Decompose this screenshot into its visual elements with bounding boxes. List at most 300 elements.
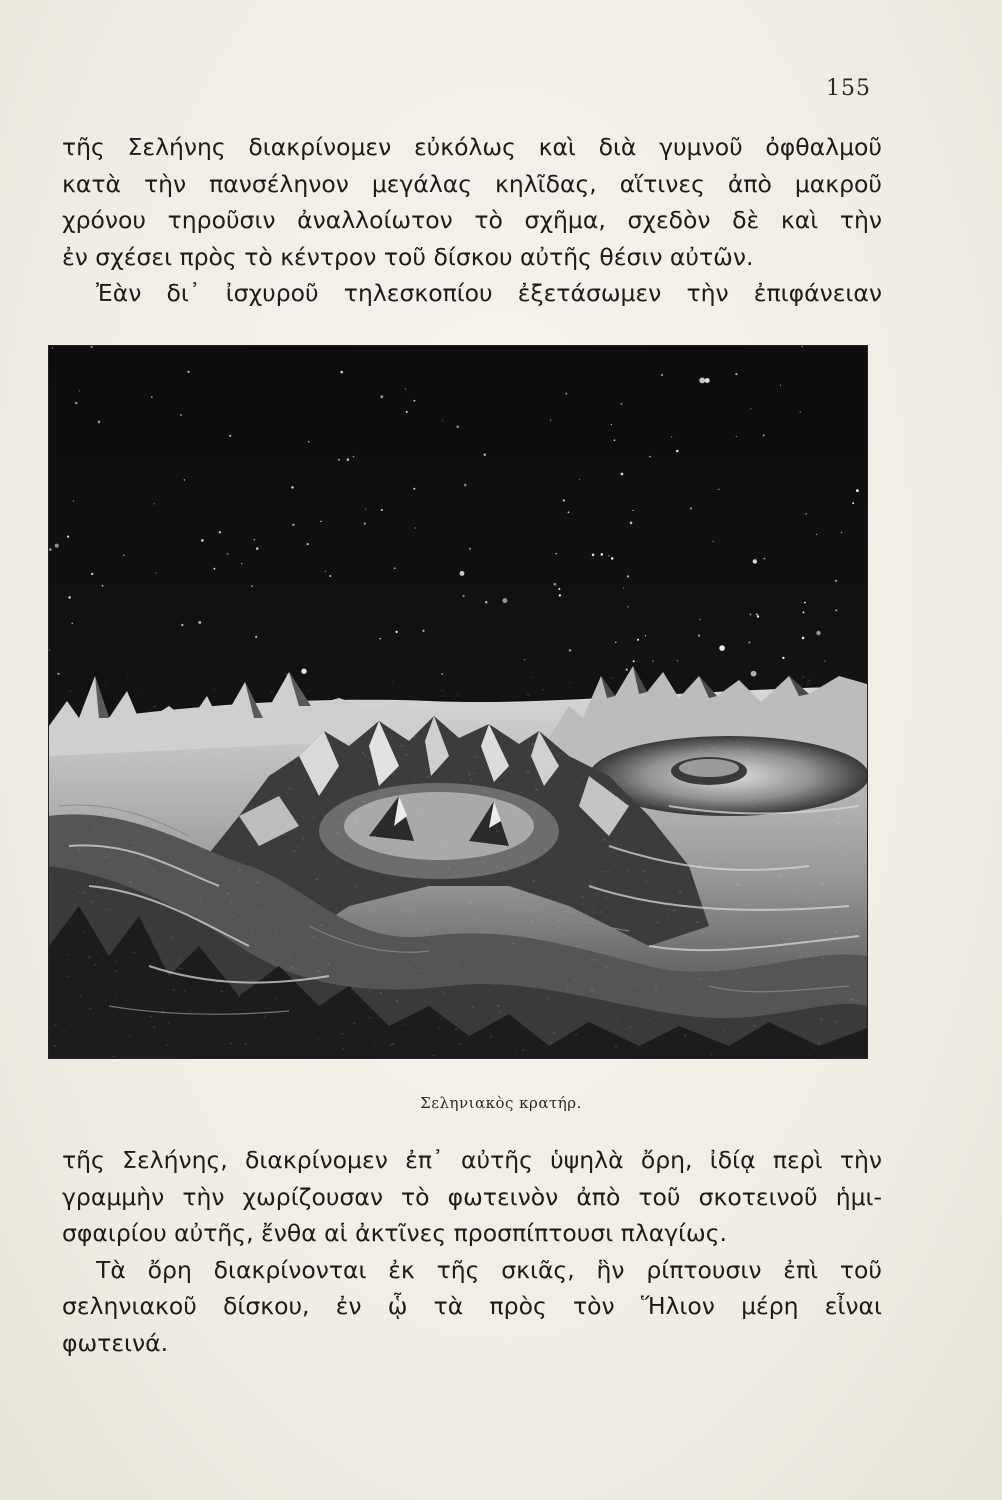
star-dot	[563, 499, 565, 501]
star-dot	[286, 674, 287, 675]
grain-speck	[693, 811, 695, 812]
grain-speck	[521, 791, 523, 792]
star-dot	[627, 606, 628, 607]
grain-speck	[700, 979, 702, 980]
grain-speck	[220, 991, 223, 993]
star-dot	[623, 588, 624, 589]
grain-speck	[462, 798, 463, 799]
grain-speck	[856, 930, 858, 932]
star-dot	[255, 636, 257, 638]
grain-speck	[482, 750, 485, 752]
grain-speck	[96, 952, 98, 953]
grain-speck	[797, 714, 800, 715]
grain-speck	[113, 1056, 115, 1057]
grain-speck	[744, 1033, 746, 1034]
grain-speck	[458, 946, 459, 947]
grain-speck	[517, 810, 520, 811]
grain-speck	[629, 1026, 631, 1027]
grain-speck	[611, 678, 614, 679]
text-line: Τὰ ὄρη διακρίνονται ἐκ τῆς σκιᾶς, ἣν ρίπτουσιν ἐπὶ τοῦ	[96, 1255, 882, 1284]
grain-speck	[320, 925, 322, 927]
star-dot	[353, 456, 355, 458]
grain-speck	[518, 824, 520, 826]
star-dot	[671, 436, 672, 437]
star-dot	[554, 583, 557, 586]
star-dot	[719, 645, 725, 651]
grain-speck	[817, 940, 818, 941]
grain-speck	[91, 975, 92, 976]
text-line: Ἐὰν δι᾽ ἰσχυροῦ τηλεσκοπίου ἐξετάσωμεν τὴν ἐπιφάνειαν	[96, 279, 882, 308]
grain-speck	[89, 1008, 91, 1009]
grain-speck	[472, 719, 473, 721]
star-dot	[364, 523, 366, 525]
grain-speck	[199, 898, 201, 900]
grain-speck	[274, 999, 276, 1000]
grain-speck	[391, 681, 393, 682]
grain-speck	[272, 961, 274, 962]
grain-speck	[715, 970, 718, 971]
star-dot	[633, 660, 635, 662]
grain-speck	[116, 714, 117, 715]
grain-speck	[111, 909, 113, 910]
grain-speck	[615, 849, 618, 850]
grain-speck	[92, 845, 94, 846]
grain-speck	[512, 943, 515, 944]
grain-speck	[706, 753, 709, 754]
grain-speck	[710, 843, 711, 845]
star-dot	[782, 657, 784, 659]
grain-speck	[684, 1035, 686, 1037]
star-dot	[460, 571, 465, 576]
grain-speck	[127, 677, 129, 678]
grain-speck	[88, 956, 91, 958]
grain-speck	[201, 878, 202, 879]
grain-speck	[122, 833, 123, 834]
star-dot	[347, 458, 350, 461]
star-dot	[151, 396, 153, 398]
grain-speck	[622, 784, 624, 785]
star-dot	[123, 554, 125, 556]
grain-speck	[77, 892, 79, 893]
star-dot	[98, 421, 101, 424]
grain-speck	[423, 705, 426, 706]
grain-speck	[261, 983, 264, 984]
star-dot	[736, 436, 737, 437]
grain-speck	[302, 838, 304, 840]
grain-speck	[820, 815, 821, 816]
grain-speck	[794, 889, 797, 890]
grain-speck	[471, 1007, 474, 1008]
grain-speck	[338, 951, 340, 952]
grain-speck	[178, 968, 180, 970]
grain-speck	[561, 934, 563, 935]
star-dot	[559, 594, 561, 596]
grain-speck	[116, 970, 118, 972]
grain-speck	[849, 999, 850, 1001]
grain-speck	[468, 774, 470, 776]
grain-speck	[710, 1054, 712, 1055]
grain-speck	[297, 846, 299, 847]
star-dot	[676, 450, 679, 453]
grain-speck	[602, 871, 604, 872]
grain-speck	[550, 809, 552, 810]
grain-speck	[369, 1017, 372, 1018]
grain-speck	[94, 964, 96, 965]
star-dot	[291, 486, 294, 489]
grain-speck	[497, 1005, 500, 1007]
text-line: φωτεινά.	[62, 1328, 169, 1357]
grain-speck	[668, 990, 669, 991]
grain-speck	[532, 677, 534, 678]
grain-speck	[69, 691, 71, 693]
grain-speck	[498, 834, 499, 835]
grain-speck	[104, 686, 106, 687]
grain-speck	[539, 919, 541, 920]
grain-speck	[774, 890, 775, 891]
star-dot	[325, 571, 326, 572]
grain-speck	[369, 806, 372, 807]
grain-speck	[441, 690, 443, 691]
grain-speck	[180, 968, 183, 969]
grain-speck	[706, 858, 707, 859]
grain-speck	[319, 913, 322, 914]
star-dot	[184, 479, 186, 481]
grain-speck	[522, 1049, 524, 1051]
grain-speck	[843, 842, 845, 843]
grain-speck	[423, 689, 425, 690]
grain-speck	[441, 923, 443, 925]
star-dot	[661, 374, 663, 376]
grain-speck	[753, 1025, 755, 1027]
grain-speck	[630, 975, 631, 976]
grain-speck	[383, 742, 384, 743]
grain-speck	[143, 764, 145, 765]
grain-speck	[843, 735, 845, 736]
grain-speck	[214, 688, 215, 689]
grain-speck	[289, 954, 291, 955]
star-dot	[579, 479, 580, 480]
grain-speck	[138, 798, 140, 799]
grain-speck	[730, 815, 731, 816]
grain-speck	[105, 856, 108, 857]
grain-speck	[394, 725, 397, 727]
grain-speck	[505, 903, 506, 904]
grain-speck	[822, 957, 824, 958]
star-dot	[406, 411, 408, 413]
grain-speck	[810, 678, 811, 679]
grain-speck	[264, 1016, 266, 1017]
grain-speck	[318, 744, 320, 746]
grain-speck	[575, 783, 578, 784]
star-dot	[556, 553, 557, 554]
grain-speck	[403, 868, 404, 869]
grain-speck	[553, 1032, 556, 1034]
grain-speck	[198, 765, 201, 767]
grain-speck	[653, 1001, 655, 1002]
star-dot	[816, 631, 820, 635]
grain-speck	[454, 697, 455, 698]
grain-speck	[807, 749, 810, 750]
grain-speck	[557, 920, 558, 921]
star-dot	[735, 373, 737, 375]
star-dot	[565, 393, 567, 395]
grain-speck	[144, 839, 145, 840]
star-dot	[757, 615, 759, 617]
grain-speck	[490, 1036, 493, 1037]
star-dot	[254, 539, 256, 541]
grain-speck	[660, 951, 661, 952]
grain-speck	[605, 897, 608, 898]
grain-speck	[679, 891, 682, 893]
grain-speck	[61, 890, 62, 891]
grain-speck	[775, 923, 776, 924]
grain-speck	[473, 773, 476, 774]
text-line: τῆς Σελήνης, διακρίνομεν ἐπ᾽ αὐτῆς ὑψηλὰ ὄρη, ἰδίᾳ περὶ τὴν	[62, 1146, 882, 1174]
star-dot	[394, 567, 396, 569]
grain-speck	[508, 943, 509, 944]
grain-speck	[288, 788, 291, 789]
grain-speck	[701, 970, 702, 971]
star-dot	[214, 568, 216, 570]
grain-speck	[725, 857, 728, 858]
grain-speck	[250, 926, 251, 927]
star-dot	[49, 548, 51, 550]
grain-speck	[104, 813, 106, 814]
grain-speck	[741, 1018, 742, 1019]
grain-speck	[176, 730, 178, 732]
grain-speck	[747, 769, 750, 770]
grain-speck	[450, 824, 451, 825]
grain-speck	[474, 756, 476, 757]
star-dot	[633, 510, 634, 511]
grain-speck	[655, 988, 657, 990]
grain-speck	[392, 773, 394, 774]
grain-speck	[226, 893, 229, 895]
grain-speck	[432, 1055, 435, 1056]
grain-speck	[806, 826, 807, 827]
grain-speck	[82, 931, 85, 932]
grain-speck	[657, 696, 658, 697]
grain-speck	[341, 1033, 344, 1034]
grain-speck	[717, 847, 718, 848]
grain-speck	[650, 741, 653, 742]
grain-speck	[149, 1016, 152, 1018]
grain-speck	[122, 763, 124, 764]
grain-speck	[616, 796, 618, 798]
grain-speck	[287, 929, 288, 930]
grain-speck	[167, 1023, 169, 1024]
grain-speck	[684, 782, 687, 784]
grain-speck	[839, 822, 841, 823]
star-dot	[601, 553, 604, 556]
grain-speck	[775, 934, 776, 935]
grain-speck	[712, 747, 715, 748]
grain-speck	[417, 970, 420, 971]
lunar-landscape-engraving	[49, 346, 867, 1058]
grain-speck	[164, 773, 166, 774]
grain-speck	[653, 802, 655, 804]
grain-speck	[424, 791, 426, 792]
grain-speck	[478, 919, 479, 921]
grain-speck	[421, 1048, 423, 1049]
star-dot	[699, 378, 705, 384]
grain-speck	[407, 735, 409, 736]
grain-speck	[848, 742, 850, 743]
grain-speck	[602, 753, 603, 754]
grain-speck	[349, 870, 350, 872]
grain-speck	[87, 964, 89, 965]
grain-speck	[216, 975, 219, 976]
grain-speck	[258, 910, 260, 911]
star-dot	[611, 557, 614, 560]
grain-speck	[627, 1029, 629, 1030]
grain-speck	[115, 961, 117, 962]
grain-speck	[112, 820, 113, 821]
grain-speck	[860, 889, 862, 890]
grain-speck	[470, 903, 472, 904]
star-dot	[835, 580, 837, 582]
grain-speck	[561, 945, 563, 946]
grain-speck	[850, 719, 852, 720]
grain-speck	[427, 776, 430, 777]
grain-speck	[720, 726, 722, 727]
grain-speck	[372, 910, 375, 911]
grain-speck	[851, 999, 854, 1001]
grain-speck	[615, 910, 616, 911]
grain-speck	[696, 921, 698, 923]
grain-speck	[615, 1029, 616, 1031]
star-dot	[856, 489, 859, 492]
star-dot	[68, 596, 70, 598]
grain-speck	[196, 760, 197, 761]
grain-speck	[834, 931, 837, 933]
grain-speck	[424, 714, 425, 715]
star-dot	[464, 484, 467, 487]
grain-speck	[217, 982, 220, 983]
grain-speck	[837, 823, 839, 824]
grain-speck	[496, 830, 498, 831]
grain-speck	[374, 835, 377, 837]
grain-speck	[173, 989, 175, 991]
grain-speck	[860, 971, 862, 972]
star-dot	[102, 585, 104, 587]
grain-speck	[726, 1007, 728, 1008]
grain-speck	[298, 808, 300, 809]
star-dot	[620, 403, 622, 405]
grain-speck	[133, 952, 136, 953]
grain-speck	[128, 1035, 130, 1036]
grain-speck	[701, 932, 703, 934]
grain-speck	[234, 915, 236, 916]
grain-speck	[355, 886, 358, 887]
grain-speck	[344, 722, 346, 724]
grain-speck	[747, 749, 750, 750]
grain-speck	[709, 744, 710, 745]
grain-speck	[766, 696, 768, 697]
grain-speck	[283, 834, 286, 835]
grain-speck	[178, 958, 180, 959]
grain-speck	[410, 728, 412, 729]
grain-speck	[231, 901, 233, 903]
grain-speck	[138, 735, 139, 736]
grain-speck	[82, 892, 84, 894]
grain-speck	[644, 871, 646, 872]
grain-speck	[746, 881, 747, 882]
grain-speck	[161, 1011, 164, 1013]
star-dot	[340, 371, 343, 374]
grain-speck	[340, 1014, 342, 1015]
grain-speck	[599, 805, 602, 807]
star-dot	[568, 511, 570, 513]
grain-speck	[845, 853, 847, 855]
grain-speck	[852, 804, 853, 805]
star-dot	[852, 502, 854, 504]
grain-speck	[66, 802, 68, 804]
grain-speck	[68, 976, 71, 977]
grain-speck	[457, 694, 459, 695]
grain-speck	[487, 853, 489, 854]
grain-speck	[606, 948, 608, 949]
star-dot	[780, 385, 781, 386]
grain-speck	[820, 883, 823, 885]
grain-speck	[274, 934, 276, 935]
text-line: ἐν σχέσει πρὸς τὸ κέντρον τοῦ δίσκου αὐτῆς θέσιν αὐτῶν.	[62, 242, 754, 271]
star-dot	[592, 554, 595, 557]
star-dot	[608, 555, 609, 556]
grain-speck	[602, 892, 604, 893]
star-dot	[804, 602, 806, 604]
grain-speck	[775, 725, 777, 727]
star-dot	[395, 631, 397, 633]
star-dot	[524, 659, 525, 660]
grain-speck	[542, 721, 545, 722]
star-dot	[841, 532, 842, 533]
star-dot	[803, 611, 805, 613]
grain-speck	[147, 761, 149, 762]
grain-speck	[699, 864, 702, 866]
grain-speck	[582, 896, 584, 898]
grain-speck	[270, 692, 273, 693]
grain-speck	[374, 1042, 376, 1043]
grain-speck	[229, 1043, 232, 1045]
grain-speck	[799, 956, 801, 958]
grain-speck	[363, 801, 366, 802]
grain-speck	[417, 704, 419, 706]
grain-speck	[54, 1025, 56, 1027]
grain-speck	[438, 1028, 440, 1029]
grain-speck	[451, 709, 453, 710]
grain-speck	[215, 720, 218, 722]
star-dot	[652, 661, 653, 662]
grain-speck	[719, 936, 721, 937]
grain-speck	[159, 800, 160, 801]
star-dot	[156, 573, 157, 574]
grain-speck	[699, 782, 701, 783]
star-dot	[181, 624, 183, 626]
star-dot	[241, 563, 242, 564]
star-dot	[800, 411, 801, 412]
grain-speck	[777, 781, 780, 783]
grain-speck	[816, 804, 817, 805]
grain-speck	[754, 965, 756, 967]
text-line: σεληνιακοῦ δίσκου, ἐν ᾧ τὰ πρὸς τὸν Ἥλιον μέρη εἶναι	[62, 1292, 882, 1321]
grain-speck	[317, 971, 320, 973]
grain-speck	[675, 816, 677, 817]
grain-speck	[557, 755, 559, 756]
grain-speck	[671, 890, 672, 891]
star-dot	[75, 402, 77, 404]
grain-speck	[66, 762, 68, 764]
